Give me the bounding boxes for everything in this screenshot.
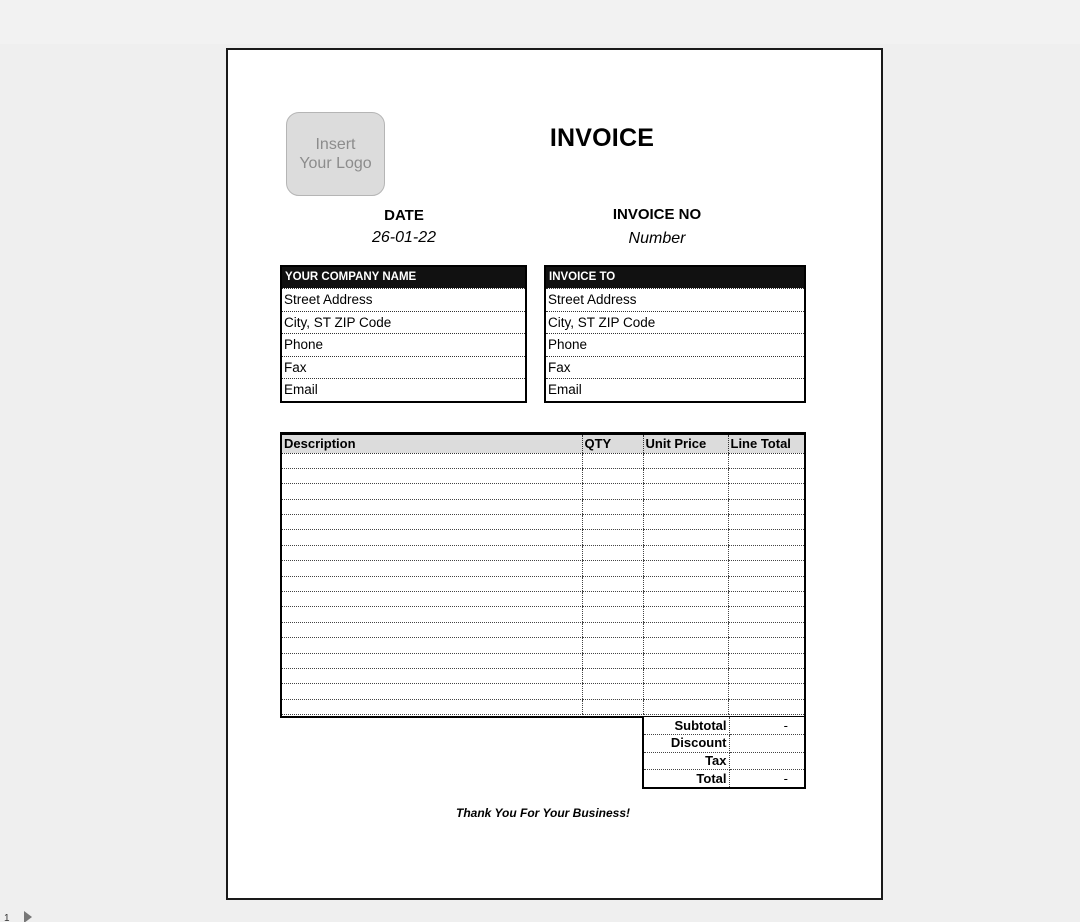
table-cell[interactable] [728, 699, 804, 714]
table-row [282, 545, 804, 560]
table-cell[interactable] [282, 484, 582, 499]
table-cell[interactable] [282, 545, 582, 560]
table-cell[interactable] [728, 684, 804, 699]
table-cell[interactable] [728, 638, 804, 653]
tax-row [644, 752, 804, 770]
table-cell[interactable] [582, 684, 643, 699]
sheet-nav-arrow-icon[interactable] [24, 911, 32, 922]
table-cell[interactable] [643, 653, 728, 668]
table-cell[interactable] [728, 592, 804, 607]
table-cell[interactable] [582, 515, 643, 530]
col-qty: QTY [582, 435, 643, 453]
table-row [282, 592, 804, 607]
table-cell[interactable] [728, 668, 804, 683]
table-cell[interactable] [643, 638, 728, 653]
table-cell[interactable] [728, 499, 804, 514]
table-cell[interactable] [282, 576, 582, 591]
table-row [282, 561, 804, 576]
company-phone[interactable]: Phone [282, 333, 525, 356]
table-cell[interactable] [643, 668, 728, 683]
table-cell[interactable] [282, 592, 582, 607]
table-cell[interactable] [643, 699, 728, 714]
table-cell[interactable] [582, 468, 643, 483]
table-row [282, 668, 804, 683]
date-value[interactable]: 26-01-22 [371, 229, 437, 246]
client-city[interactable]: City, ST ZIP Code [546, 311, 804, 334]
table-cell[interactable] [728, 484, 804, 499]
table-row [282, 468, 804, 483]
table-row [282, 622, 804, 637]
table-cell[interactable] [643, 576, 728, 591]
invoice-to-header: INVOICE TO [546, 267, 804, 288]
logo-placeholder[interactable] [286, 112, 385, 196]
table-cell[interactable] [643, 484, 728, 499]
table-cell[interactable] [728, 453, 804, 468]
thank-you-note: Thank You For Your Business! [455, 806, 631, 820]
table-cell[interactable] [282, 622, 582, 637]
table-cell[interactable] [282, 515, 582, 530]
total-label: Total [644, 770, 729, 788]
table-cell[interactable] [643, 515, 728, 530]
table-cell[interactable] [643, 530, 728, 545]
table-cell[interactable] [282, 699, 582, 714]
table-cell[interactable] [728, 607, 804, 622]
table-cell[interactable] [582, 699, 643, 714]
client-email[interactable]: Email [546, 378, 804, 401]
table-cell[interactable] [582, 576, 643, 591]
line-items-table [280, 432, 806, 718]
table-cell[interactable] [643, 545, 728, 560]
table-cell[interactable] [582, 653, 643, 668]
table-cell[interactable] [728, 530, 804, 545]
table-cell[interactable] [728, 622, 804, 637]
col-description: Description [282, 435, 582, 453]
table-cell[interactable] [643, 592, 728, 607]
col-unit-price: Unit Price [643, 435, 728, 453]
table-cell[interactable] [728, 576, 804, 591]
client-street[interactable]: Street Address [546, 288, 804, 311]
table-cell[interactable] [582, 561, 643, 576]
table-cell[interactable] [728, 653, 804, 668]
table-cell[interactable] [728, 545, 804, 560]
table-cell[interactable] [282, 653, 582, 668]
table-cell[interactable] [728, 468, 804, 483]
line-items-body [282, 453, 804, 715]
table-cell[interactable] [728, 515, 804, 530]
company-address-box [280, 265, 527, 403]
tax-label: Tax [644, 752, 729, 770]
line-items-header-row [282, 435, 804, 453]
table-cell[interactable] [282, 607, 582, 622]
table-cell[interactable] [582, 668, 643, 683]
table-cell[interactable] [582, 453, 643, 468]
table-row [282, 576, 804, 591]
company-fax[interactable]: Fax [282, 356, 525, 379]
table-cell[interactable] [643, 468, 728, 483]
subtotal-label: Subtotal [644, 717, 729, 735]
totals-box [642, 717, 806, 789]
table-cell[interactable] [643, 453, 728, 468]
table-cell[interactable] [582, 545, 643, 560]
toolbar-area [0, 0, 1080, 44]
table-cell[interactable] [282, 453, 582, 468]
total-value[interactable]: - [783, 770, 788, 786]
table-row [282, 453, 804, 468]
table-cell[interactable] [282, 468, 582, 483]
table-cell[interactable] [643, 622, 728, 637]
table-cell[interactable] [282, 561, 582, 576]
table-cell[interactable] [643, 684, 728, 699]
client-phone[interactable]: Phone [546, 333, 804, 356]
table-cell[interactable] [582, 499, 643, 514]
invoice-no-label: INVOICE NO [612, 206, 702, 223]
subtotal-row [644, 717, 804, 735]
table-row [282, 607, 804, 622]
table-cell[interactable] [282, 499, 582, 514]
logo-text-line1: Insert [315, 136, 356, 153]
client-fax[interactable]: Fax [546, 356, 804, 379]
table-row [282, 653, 804, 668]
tax-value[interactable] [729, 752, 804, 770]
discount-label: Discount [644, 735, 729, 753]
table-row [282, 499, 804, 514]
table-cell[interactable] [643, 607, 728, 622]
total-row [644, 770, 804, 788]
company-street[interactable]: Street Address [282, 288, 525, 311]
table-row [282, 484, 804, 499]
table-row [282, 515, 804, 530]
table-cell[interactable] [582, 530, 643, 545]
company-email[interactable]: Email [282, 378, 525, 401]
table-cell[interactable] [582, 592, 643, 607]
date-label: DATE [384, 207, 424, 224]
table-cell[interactable] [643, 499, 728, 514]
company-name-header[interactable]: YOUR COMPANY NAME [282, 267, 525, 288]
invoice-no-value[interactable]: Number [628, 230, 686, 247]
invoice-to-box [544, 265, 806, 403]
table-cell[interactable] [282, 684, 582, 699]
table-cell[interactable] [582, 484, 643, 499]
discount-value[interactable] [729, 735, 804, 753]
table-cell[interactable] [582, 622, 643, 637]
discount-row [644, 735, 804, 753]
logo-text-line2: Your Logo [299, 155, 372, 172]
table-cell[interactable] [282, 638, 582, 653]
table-cell[interactable] [643, 561, 728, 576]
table-row [282, 638, 804, 653]
invoice-page [226, 48, 883, 900]
table-row [282, 530, 804, 545]
page-title: INVOICE [549, 124, 655, 152]
table-cell[interactable] [582, 638, 643, 653]
table-row [282, 684, 804, 699]
table-cell[interactable] [582, 607, 643, 622]
subtotal-value[interactable]: - [729, 717, 804, 735]
table-cell[interactable] [282, 668, 582, 683]
col-line-total: Line Total [728, 435, 804, 453]
company-city[interactable]: City, ST ZIP Code [282, 311, 525, 334]
table-cell[interactable] [282, 530, 582, 545]
sheet-number: 1 [4, 913, 10, 922]
table-row [282, 699, 804, 714]
table-cell[interactable] [728, 561, 804, 576]
